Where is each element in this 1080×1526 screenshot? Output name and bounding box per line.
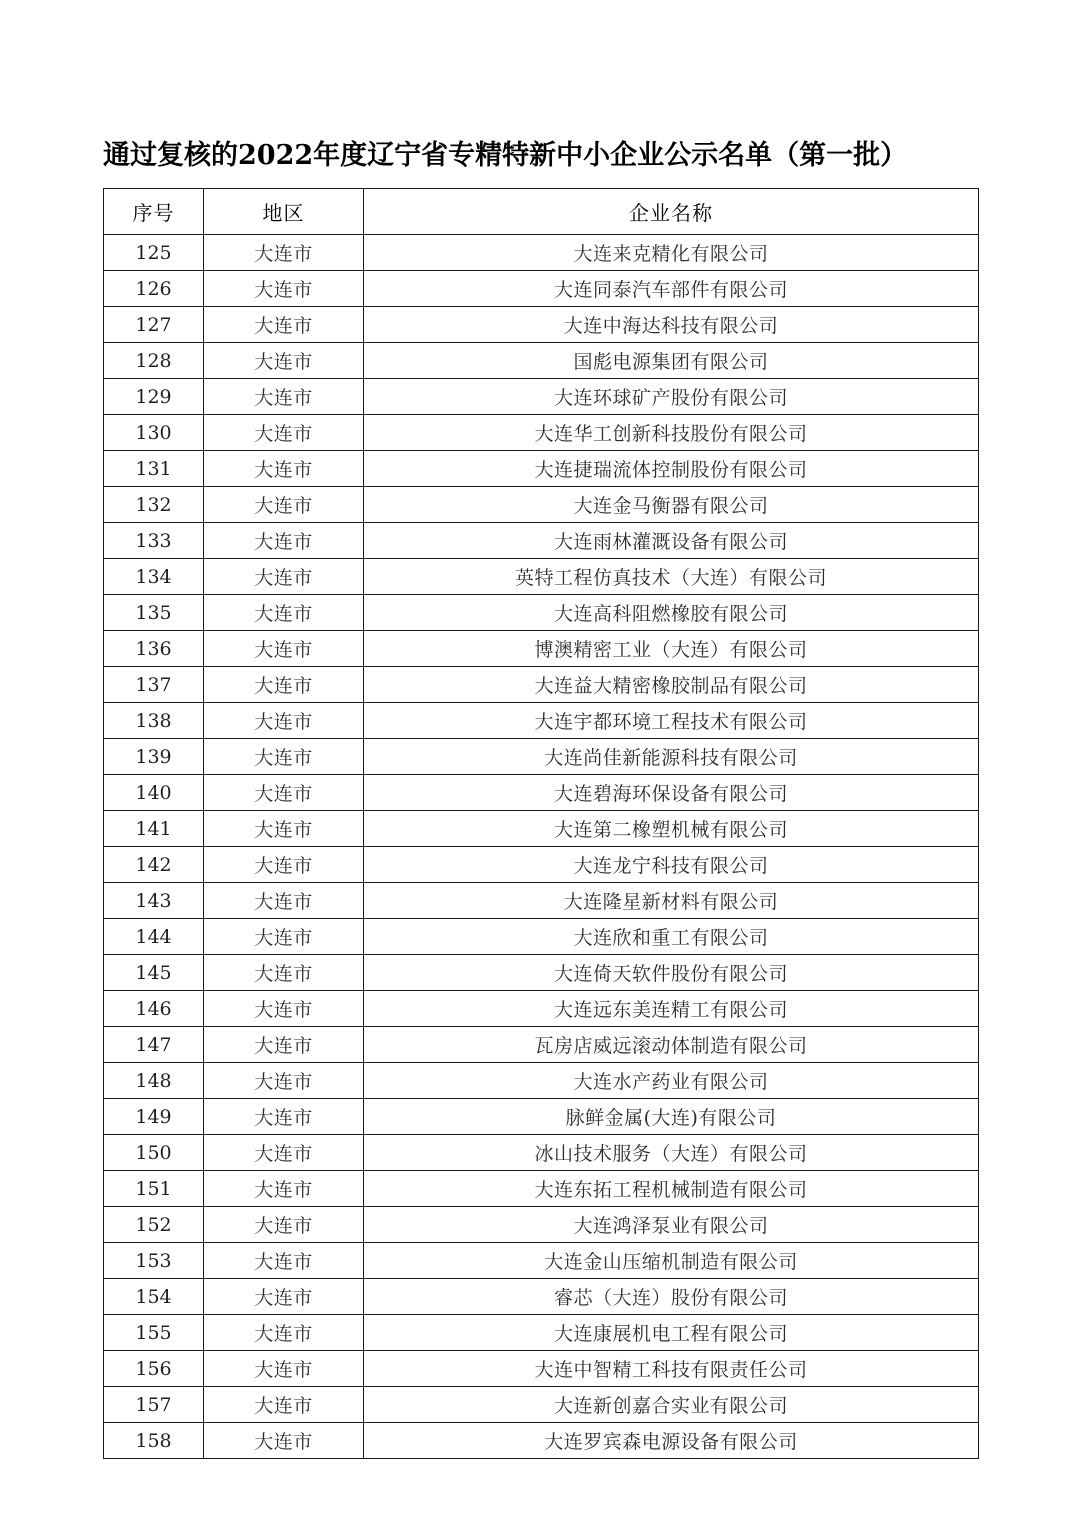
table-row bbox=[104, 1207, 979, 1243]
cell-company-name: 大连尚佳新能源科技有限公司 bbox=[364, 739, 979, 775]
table-row bbox=[104, 451, 979, 487]
column-header-area: 地区 bbox=[204, 189, 364, 235]
table-row bbox=[104, 955, 979, 991]
cell-index: 138 bbox=[104, 703, 204, 739]
cell-area: 大连市 bbox=[204, 523, 364, 559]
cell-company-name: 大连环球矿产股份有限公司 bbox=[364, 379, 979, 415]
cell-area: 大连市 bbox=[204, 343, 364, 379]
cell-index: 158 bbox=[104, 1423, 204, 1459]
cell-area: 大连市 bbox=[204, 919, 364, 955]
cell-area: 大连市 bbox=[204, 451, 364, 487]
cell-company-name: 大连东拓工程机械制造有限公司 bbox=[364, 1171, 979, 1207]
table-row bbox=[104, 1387, 979, 1423]
cell-index: 150 bbox=[104, 1135, 204, 1171]
column-header-index: 序号 bbox=[104, 189, 204, 235]
cell-area: 大连市 bbox=[204, 1279, 364, 1315]
cell-index: 151 bbox=[104, 1171, 204, 1207]
cell-index: 141 bbox=[104, 811, 204, 847]
cell-company-name: 国彪电源集团有限公司 bbox=[364, 343, 979, 379]
cell-company-name: 大连金马衡器有限公司 bbox=[364, 487, 979, 523]
cell-area: 大连市 bbox=[204, 235, 364, 271]
table-row bbox=[104, 271, 979, 307]
cell-company-name: 大连中海达科技有限公司 bbox=[364, 307, 979, 343]
cell-company-name: 大连宇都环境工程技术有限公司 bbox=[364, 703, 979, 739]
table-body bbox=[104, 235, 979, 1459]
table-header bbox=[104, 189, 979, 235]
cell-index: 140 bbox=[104, 775, 204, 811]
cell-area: 大连市 bbox=[204, 1387, 364, 1423]
cell-index: 127 bbox=[104, 307, 204, 343]
cell-area: 大连市 bbox=[204, 1423, 364, 1459]
cell-index: 134 bbox=[104, 559, 204, 595]
cell-area: 大连市 bbox=[204, 847, 364, 883]
cell-index: 155 bbox=[104, 1315, 204, 1351]
table-row bbox=[104, 559, 979, 595]
cell-company-name: 大连龙宁科技有限公司 bbox=[364, 847, 979, 883]
table-row bbox=[104, 343, 979, 379]
enterprise-list-table bbox=[103, 188, 979, 1459]
cell-company-name: 大连罗宾森电源设备有限公司 bbox=[364, 1423, 979, 1459]
table-row bbox=[104, 595, 979, 631]
cell-company-name: 大连倚天软件股份有限公司 bbox=[364, 955, 979, 991]
cell-company-name: 大连隆星新材料有限公司 bbox=[364, 883, 979, 919]
cell-area: 大连市 bbox=[204, 631, 364, 667]
cell-area: 大连市 bbox=[204, 271, 364, 307]
cell-company-name: 睿芯（大连）股份有限公司 bbox=[364, 1279, 979, 1315]
cell-index: 145 bbox=[104, 955, 204, 991]
page-title: 通过复核的2022年度辽宁省专精特新中小企业公示名单（第一批） bbox=[103, 140, 908, 172]
cell-index: 133 bbox=[104, 523, 204, 559]
cell-company-name: 大连第二橡塑机械有限公司 bbox=[364, 811, 979, 847]
cell-area: 大连市 bbox=[204, 415, 364, 451]
cell-area: 大连市 bbox=[204, 1027, 364, 1063]
table-row bbox=[104, 1135, 979, 1171]
cell-area: 大连市 bbox=[204, 1351, 364, 1387]
cell-area: 大连市 bbox=[204, 667, 364, 703]
cell-company-name: 博澳精密工业（大连）有限公司 bbox=[364, 631, 979, 667]
table-row bbox=[104, 703, 979, 739]
cell-area: 大连市 bbox=[204, 955, 364, 991]
cell-area: 大连市 bbox=[204, 883, 364, 919]
cell-company-name: 大连欣和重工有限公司 bbox=[364, 919, 979, 955]
table-row bbox=[104, 847, 979, 883]
cell-company-name: 大连远东美连精工有限公司 bbox=[364, 991, 979, 1027]
cell-company-name: 大连同泰汽车部件有限公司 bbox=[364, 271, 979, 307]
cell-index: 128 bbox=[104, 343, 204, 379]
table-row bbox=[104, 307, 979, 343]
table-row bbox=[104, 919, 979, 955]
cell-area: 大连市 bbox=[204, 307, 364, 343]
table-header-row bbox=[104, 189, 979, 235]
cell-area: 大连市 bbox=[204, 991, 364, 1027]
cell-index: 139 bbox=[104, 739, 204, 775]
cell-area: 大连市 bbox=[204, 775, 364, 811]
cell-company-name: 大连捷瑞流体控制股份有限公司 bbox=[364, 451, 979, 487]
table-row bbox=[104, 1099, 979, 1135]
table-row bbox=[104, 1063, 979, 1099]
cell-company-name: 大连益大精密橡胶制品有限公司 bbox=[364, 667, 979, 703]
cell-index: 154 bbox=[104, 1279, 204, 1315]
cell-index: 132 bbox=[104, 487, 204, 523]
table-row bbox=[104, 883, 979, 919]
cell-company-name: 冰山技术服务（大连）有限公司 bbox=[364, 1135, 979, 1171]
cell-area: 大连市 bbox=[204, 1243, 364, 1279]
table-row bbox=[104, 235, 979, 271]
table-row bbox=[104, 1171, 979, 1207]
table-row bbox=[104, 1279, 979, 1315]
cell-company-name: 大连金山压缩机制造有限公司 bbox=[364, 1243, 979, 1279]
cell-index: 147 bbox=[104, 1027, 204, 1063]
cell-index: 137 bbox=[104, 667, 204, 703]
cell-area: 大连市 bbox=[204, 811, 364, 847]
cell-index: 149 bbox=[104, 1099, 204, 1135]
cell-area: 大连市 bbox=[204, 559, 364, 595]
cell-index: 125 bbox=[104, 235, 204, 271]
table-row bbox=[104, 379, 979, 415]
enterprise-list-table-container bbox=[103, 188, 978, 1459]
cell-index: 157 bbox=[104, 1387, 204, 1423]
table-row bbox=[104, 991, 979, 1027]
cell-index: 144 bbox=[104, 919, 204, 955]
table-row bbox=[104, 1243, 979, 1279]
cell-company-name: 大连康展机电工程有限公司 bbox=[364, 1315, 979, 1351]
table-row bbox=[104, 775, 979, 811]
cell-area: 大连市 bbox=[204, 1315, 364, 1351]
cell-area: 大连市 bbox=[204, 379, 364, 415]
cell-area: 大连市 bbox=[204, 595, 364, 631]
cell-company-name: 大连雨林灌溉设备有限公司 bbox=[364, 523, 979, 559]
cell-area: 大连市 bbox=[204, 1171, 364, 1207]
table-row bbox=[104, 1027, 979, 1063]
cell-company-name: 大连碧海环保设备有限公司 bbox=[364, 775, 979, 811]
table-row bbox=[104, 487, 979, 523]
cell-index: 142 bbox=[104, 847, 204, 883]
cell-index: 156 bbox=[104, 1351, 204, 1387]
cell-index: 129 bbox=[104, 379, 204, 415]
cell-company-name: 大连水产药业有限公司 bbox=[364, 1063, 979, 1099]
cell-index: 136 bbox=[104, 631, 204, 667]
table-row bbox=[104, 739, 979, 775]
cell-index: 146 bbox=[104, 991, 204, 1027]
table-row bbox=[104, 415, 979, 451]
table-row bbox=[104, 523, 979, 559]
cell-index: 130 bbox=[104, 415, 204, 451]
cell-index: 148 bbox=[104, 1063, 204, 1099]
cell-company-name: 大连中智精工科技有限责任公司 bbox=[364, 1351, 979, 1387]
cell-index: 131 bbox=[104, 451, 204, 487]
table-row bbox=[104, 1423, 979, 1459]
cell-company-name: 大连鸿泽泵业有限公司 bbox=[364, 1207, 979, 1243]
cell-area: 大连市 bbox=[204, 1063, 364, 1099]
table-row bbox=[104, 1351, 979, 1387]
table-row bbox=[104, 1315, 979, 1351]
cell-area: 大连市 bbox=[204, 1207, 364, 1243]
cell-area: 大连市 bbox=[204, 1099, 364, 1135]
column-header-company: 企业名称 bbox=[364, 189, 979, 235]
table-row bbox=[104, 631, 979, 667]
cell-index: 126 bbox=[104, 271, 204, 307]
cell-index: 153 bbox=[104, 1243, 204, 1279]
cell-company-name: 大连高科阻燃橡胶有限公司 bbox=[364, 595, 979, 631]
cell-company-name: 瓦房店威远滚动体制造有限公司 bbox=[364, 1027, 979, 1063]
cell-index: 152 bbox=[104, 1207, 204, 1243]
cell-company-name: 大连新创嘉合实业有限公司 bbox=[364, 1387, 979, 1423]
cell-company-name: 脉鲜金属(大连)有限公司 bbox=[364, 1099, 979, 1135]
cell-company-name: 大连华工创新科技股份有限公司 bbox=[364, 415, 979, 451]
table-row bbox=[104, 667, 979, 703]
cell-area: 大连市 bbox=[204, 739, 364, 775]
cell-area: 大连市 bbox=[204, 487, 364, 523]
cell-company-name: 英特工程仿真技术（大连）有限公司 bbox=[364, 559, 979, 595]
cell-company-name: 大连来克精化有限公司 bbox=[364, 235, 979, 271]
cell-index: 135 bbox=[104, 595, 204, 631]
cell-area: 大连市 bbox=[204, 1135, 364, 1171]
table-row bbox=[104, 811, 979, 847]
cell-area: 大连市 bbox=[204, 703, 364, 739]
cell-index: 143 bbox=[104, 883, 204, 919]
